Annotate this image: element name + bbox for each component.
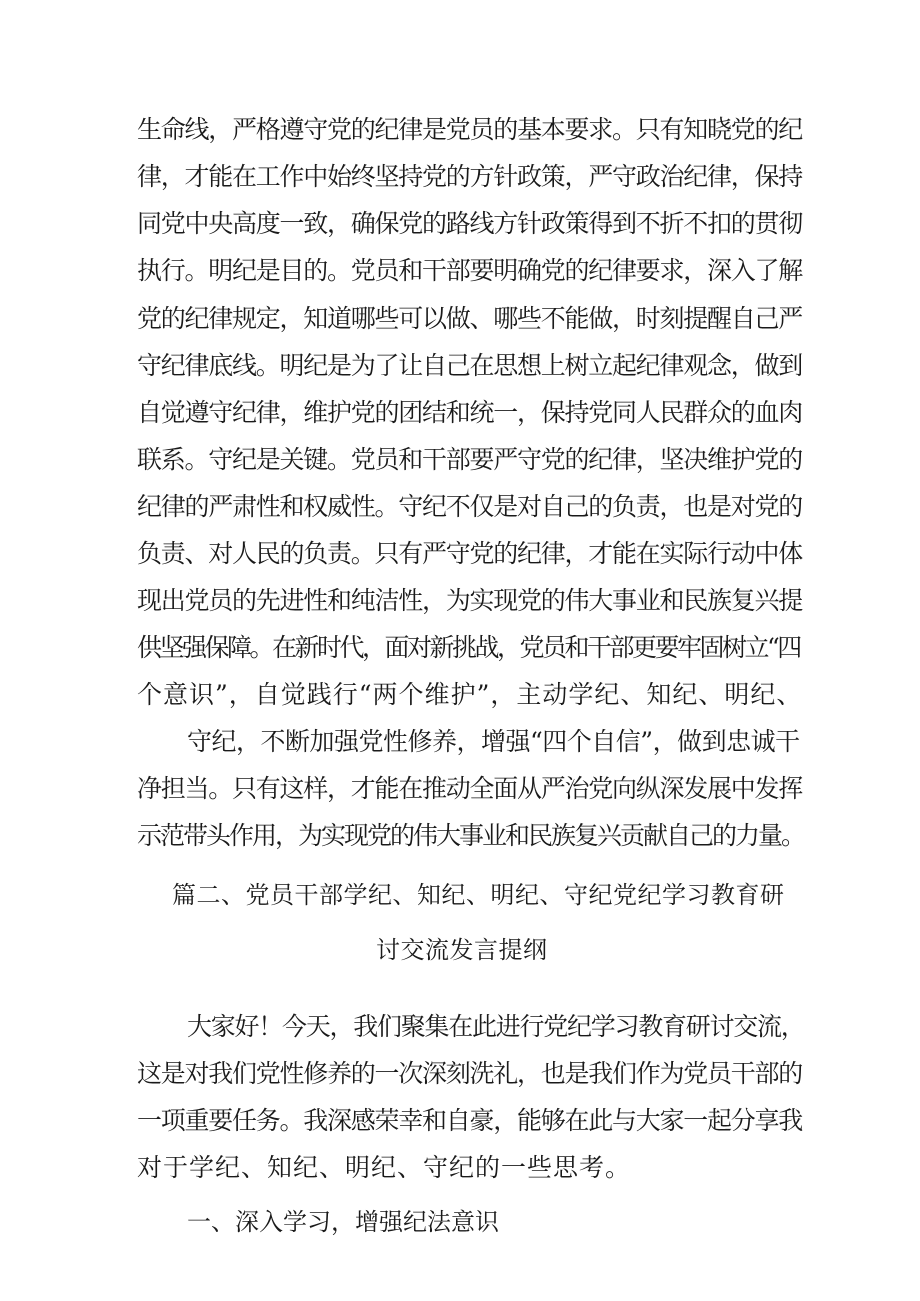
text-line: 守纪律底线。明纪是为了让自己在思想上树立起纪律观念，做到 [137, 351, 803, 380]
text-line: 守纪，不断加强党性修养，增强“四个自信”，做到忠诚干 [187, 727, 800, 756]
text-line: 一项重要任务。我深感荣幸和自豪，能够在此与大家一起分享我 [137, 1106, 803, 1135]
text-line: 净担当。只有这样，才能在推动全面从严治党向纵深发展中发挥 [137, 774, 803, 803]
text-line: 党的纪律规定，知道哪些可以做、哪些不能做，时刻提醒自己严 [137, 304, 803, 333]
section-title: 一、深入学习，增强纪法意识 [187, 1208, 499, 1236]
text-line: 纪律的严肃性和权威性。守纪不仅是对自己的负责，也是对党的 [137, 492, 803, 521]
text-line: 示范带头作用，为实现党的伟大事业和民族复兴贡献自己的力量。 [137, 821, 805, 850]
text-line: 这是对我们党性修养的一次深刻洗礼，也是我们作为党员干部的 [137, 1059, 803, 1088]
text-line: 大家好！今天，我们聚集在此进行党纪学习教育研讨交流， [187, 1012, 805, 1041]
text-line: 律，才能在工作中始终坚持党的方针政策，严守政治纪律，保持 [137, 162, 803, 191]
text-line: 对于学纪、知纪、明纪、守纪的一些思考。 [137, 1153, 632, 1182]
text-line: 执行。明纪是目的。党员和干部要明确党的纪律要求，深入了解 [137, 256, 803, 285]
text-line: 联系。守纪是关键。党员和干部要严守党的纪律，坚决维护党的 [137, 445, 803, 474]
text-line: 负责、对人民的负责。只有严守党的纪律，才能在实际行动中体 [137, 539, 803, 568]
article-title-line-1: 篇二、党员干部学纪、知纪、明纪、守纪党纪学习教育研 [172, 881, 785, 909]
text-line: 现出党员的先进性和纯洁性，为实现党的伟大事业和民族复兴提 [137, 586, 803, 615]
text-line: 同党中央高度一致，确保党的路线方针政策得到不折不扣的贯彻 [137, 209, 803, 238]
text-line: 供坚强保障。在新时代，面对新挑战，党员和干部更要牢固树立“四 [137, 633, 800, 662]
text-line: 自觉遵守纪律，维护党的团结和统一，保持党同人民群众的血肉 [137, 398, 803, 427]
text-line: 个意识”，自觉践行“两个维护”，主动学纪、知纪、明纪、 [137, 680, 803, 709]
text-line: 生命线，严格遵守党的纪律是党员的基本要求。只有知晓党的纪 [137, 115, 803, 144]
article-title-line-2: 讨交流发言提纲 [376, 936, 548, 964]
